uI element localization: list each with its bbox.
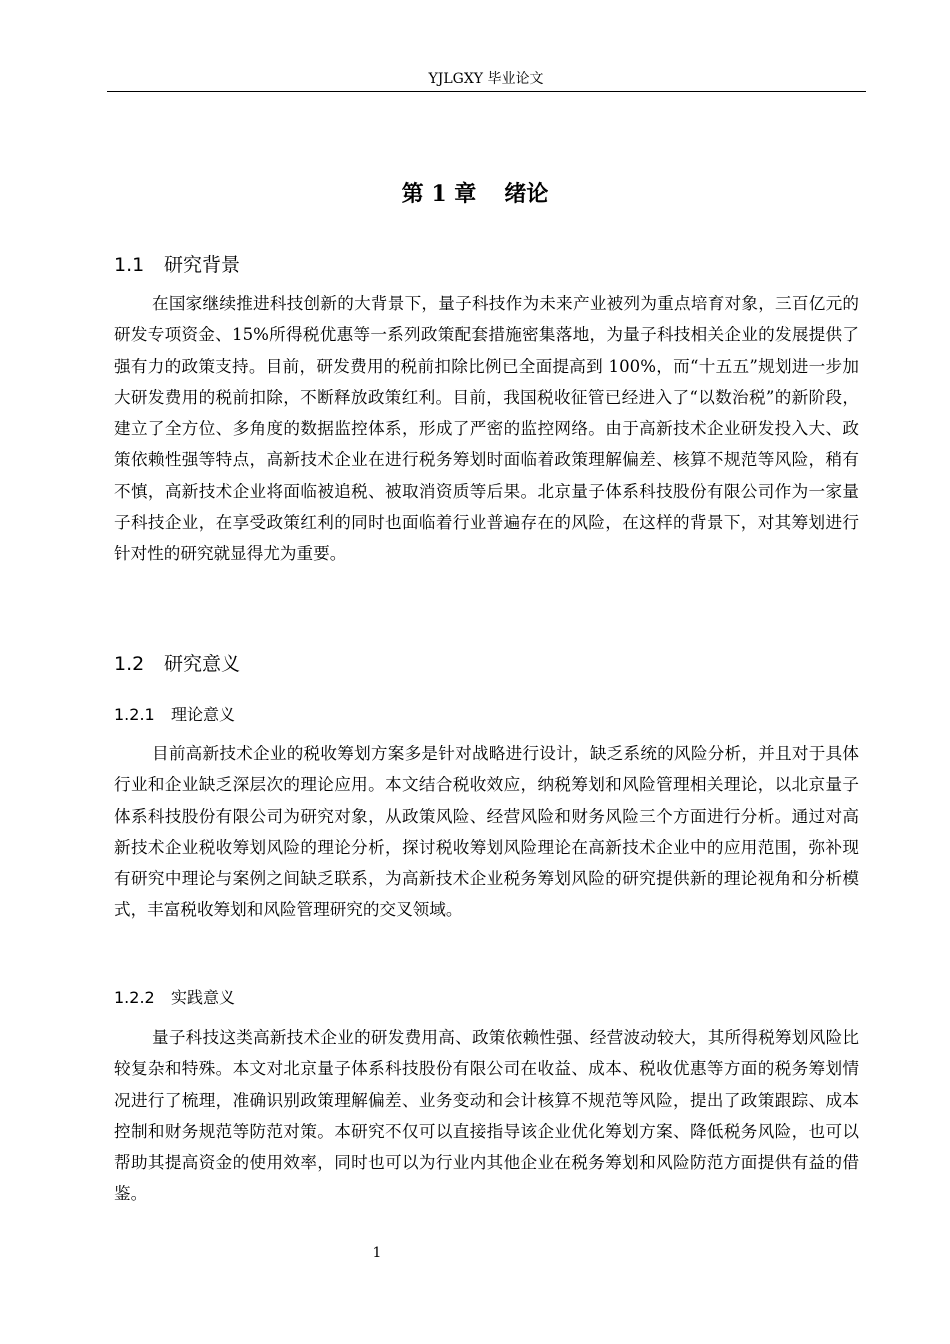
header-rule <box>107 91 866 92</box>
page-number: 1 <box>372 1245 382 1261</box>
section-number: 1.1 <box>114 254 145 276</box>
section-heading-1-2 <box>114 650 240 678</box>
paragraph-practical-significance: 量子科技这类高新技术企业的研发费用高、政策依赖性强、经营波动较大，其所得税筹划风险比较复杂和特殊。本文对北京量子体系科技股份有限公司在收益、成本、税收优惠等方面的税务筹划情况进行了梳理，准确识别政策理解偏差、业务变动和会计核算不规范等风险，提出了政策跟踪、成本控制和财务规范等防范对策。本研究不仅可以直接指导该企业优化筹划方案、降低税务风险，也可以帮助其提高资金的使用效率，同时也可以为行业内其他企业在税务筹划和风险防范方面提供有益的借鉴。 <box>114 1028 859 1204</box>
section-title: 研究背景 <box>164 254 241 276</box>
paragraph-research-background: 在国家继续推进科技创新的大背景下，量子科技作为未来产业被列为重点培育对象，三百亿元的研发专项资金、15%所得税优惠等一系列政策配套措施密集落地，为量子科技相关企业的发展提供了强有力的政策支持。目前，研发费用的税前扣除比例已全面提高到 100%，而“十五五”规划进一步加大研发费用的税前扣除，不断释放政策红利。目前，我国税收征管已经进入了“以数治税”的新阶段，建立了全方位、多角度的数据监控体系，形成了严密的监控网络。由于高新技术企业研发投入大、政策依赖性强等特点，高新技术企业在进行税务筹划时面临着政策理解偏差、核算不规范等风险，稍有不慎，高新技术企业将面临被追税、被取消资质等后果。北京量子体系科技股份有限公司作为一家量子科技企业，在享受政策红利的同时也面临着行业普遍存在的风险，在这样的背景下，对其筹划进行针对性的研究就显得尤为重要。 <box>114 294 859 564</box>
subsection-number: 1.2.1 <box>114 705 155 724</box>
subsection-heading-1-2-1 <box>114 703 235 727</box>
section-heading-1-1 <box>114 251 240 279</box>
subsection-heading-1-2-2 <box>114 986 235 1010</box>
chapter-name: 绪论 <box>504 181 549 207</box>
subsection-title: 理论意义 <box>171 705 236 724</box>
section-title: 研究意义 <box>164 653 241 675</box>
section-number: 1.2 <box>114 653 145 675</box>
running-header: YJLGXY 毕业论文 <box>428 71 544 87</box>
subsection-title: 实践意义 <box>171 988 236 1007</box>
subsection-number: 1.2.2 <box>114 988 155 1007</box>
chapter-title <box>0 178 950 210</box>
paragraph-theoretical-significance: 目前高新技术企业的税收筹划方案多是针对战略进行设计，缺乏系统的风险分析，并且对于具体行业和企业缺乏深层次的理论应用。本文结合税收效应，纳税筹划和风险管理相关理论，以北京量子体系科技股份有限公司为研究对象，从政策风险、经营风险和财务风险三个方面进行分析。通过对高新技术企业税收筹划风险的理论分析，探讨税收筹划风险理论在高新技术企业中的应用范围，弥补现有研究中理论与案例之间缺乏联系，为高新技术企业税务筹划风险的研究提供新的理论视角和分析模式，丰富税收筹划和风险管理研究的交叉领域。 <box>114 744 859 920</box>
chapter-number: 第 1 章 <box>401 181 477 207</box>
